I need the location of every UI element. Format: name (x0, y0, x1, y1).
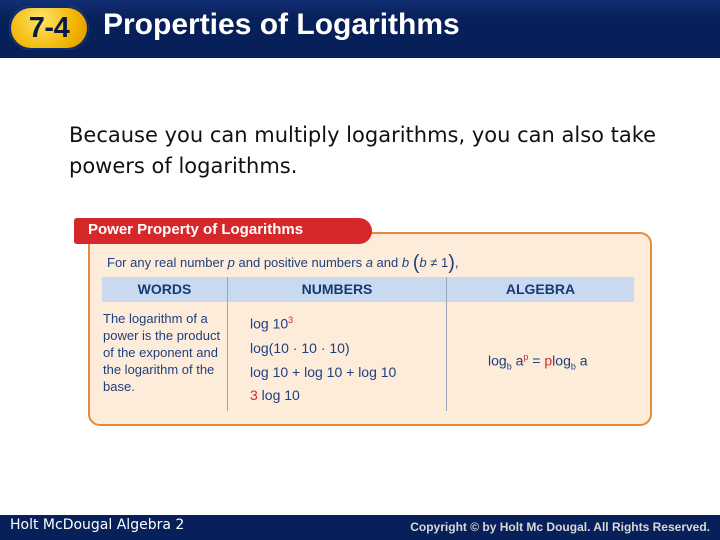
condition-text: and (372, 255, 402, 270)
property-table (102, 277, 634, 411)
column-divider (227, 277, 228, 411)
condition-text: and positive numbers (234, 255, 366, 270)
base-subscript: b (506, 361, 512, 372)
coefficient: 3 (250, 387, 258, 403)
exponent: p (523, 352, 529, 362)
property-title: Power Property of Logarithms (88, 221, 304, 238)
words-cell: The logarithm of a power is the product of the exponent and the logarithm of the base. (103, 311, 221, 394)
condition-paren: ( (412, 252, 420, 274)
condition-comma: , (454, 255, 459, 270)
header-bar (0, 0, 720, 58)
log-expression: log 10 (250, 315, 289, 332)
header-algebra: ALGEBRA (505, 281, 576, 297)
page-title: Properties of Logarithms (103, 8, 460, 41)
algebra-cell (488, 352, 588, 371)
condition-text: For any real number (107, 255, 228, 270)
condition-one: 1 (440, 255, 449, 270)
condition-var-b: b (401, 255, 410, 270)
condition-var-a: a (365, 255, 373, 270)
footer-bar (0, 515, 720, 540)
condition-var-p: p (227, 255, 235, 270)
numbers-line-1 (250, 315, 293, 332)
base-subscript: b (570, 361, 576, 372)
property-condition (107, 252, 459, 275)
equals-sign: = (528, 352, 545, 369)
numbers-line-3: log 10 + log 10 + log 10 (250, 364, 397, 380)
exponent: 3 (288, 315, 294, 325)
lesson-number: 7-4 (28, 12, 70, 44)
header-numbers: NUMBERS (301, 281, 373, 297)
condition-var-b: b (419, 255, 427, 270)
log-text: log (552, 352, 571, 369)
log-text: log (488, 352, 507, 369)
var-a: a (511, 352, 524, 369)
log-expression: log 10 (257, 387, 300, 403)
footer-course: Holt McDougal Algebra 2 (10, 517, 185, 533)
coefficient: p (544, 352, 553, 369)
var-a: a (575, 352, 588, 369)
header-words: WORDS (137, 281, 192, 297)
lesson-badge (9, 6, 89, 50)
condition-paren: ) (448, 252, 455, 274)
column-divider (446, 277, 447, 411)
numbers-line-4 (250, 387, 300, 403)
not-equal-sign: ≠ (426, 255, 441, 270)
intro-text: Because you can multiply logarithms, you can also take powers of logarithms. (69, 123, 657, 178)
numbers-line-2: log(10 · 10 · 10) (250, 340, 350, 356)
footer-copyright: Copyright © by Holt Mc Dougal. All Rights Reserved. (410, 520, 710, 534)
